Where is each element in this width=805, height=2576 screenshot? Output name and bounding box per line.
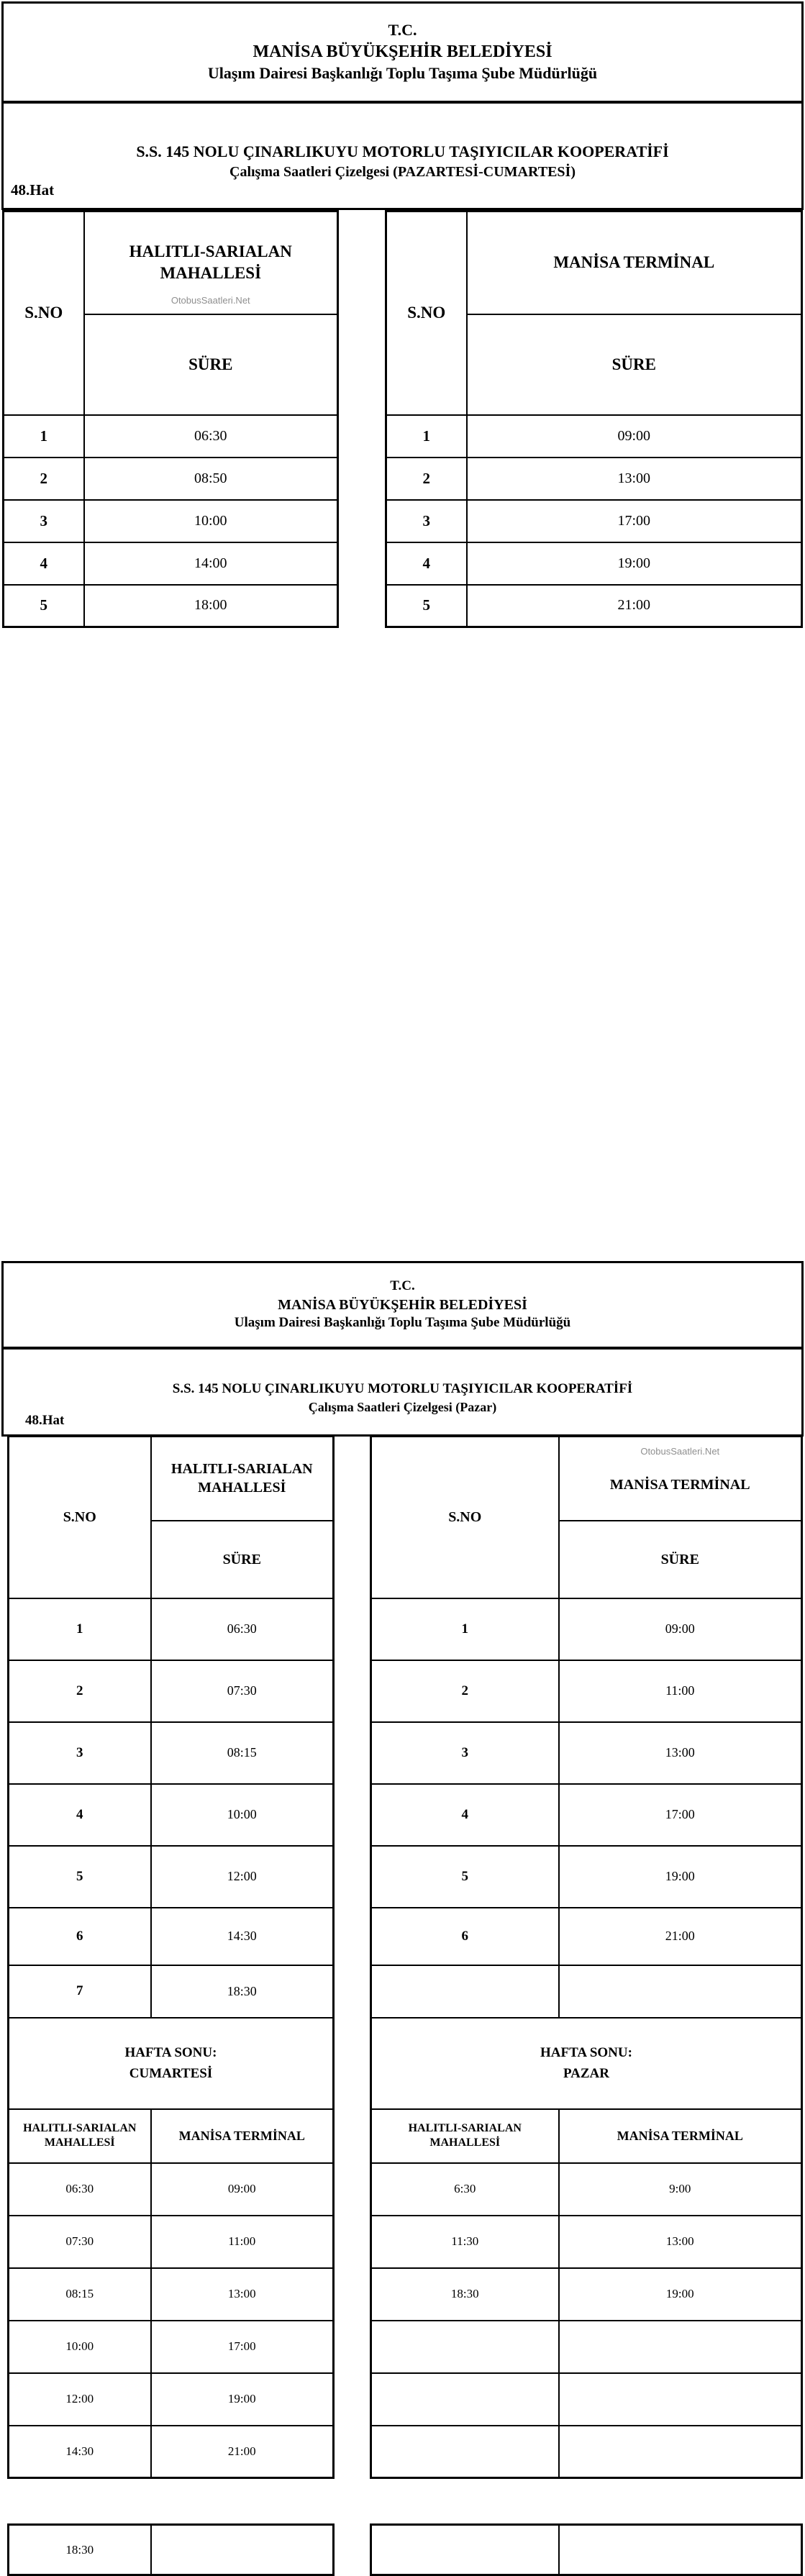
time-cell: 11:00 bbox=[151, 2216, 334, 2268]
doc2-schedule: Çalışma Saatleri Çizelgesi (Pazar) bbox=[308, 1399, 497, 1414]
time-cell: 13:00 bbox=[559, 1722, 802, 1784]
table-row bbox=[371, 1908, 802, 1965]
time-cell: 19:00 bbox=[151, 2373, 334, 2426]
time-cell: 11:00 bbox=[559, 1660, 802, 1722]
table-row bbox=[9, 1598, 334, 1660]
doc1-municipality: MANİSA BÜYÜKŞEHİR BELEDİYESİ bbox=[253, 42, 552, 61]
time-cell: 17:00 bbox=[559, 1784, 802, 1846]
time-cell: 21:00 bbox=[151, 2426, 334, 2478]
sure-header-cell: SÜRE bbox=[151, 1521, 334, 1598]
table-row bbox=[371, 1722, 802, 1784]
doc2-right-table bbox=[370, 1435, 803, 2479]
row-number-cell: 2 bbox=[386, 458, 467, 500]
watermark: OtobusSaatleri.Net bbox=[640, 1446, 720, 1457]
doc1-schedule: Çalışma Saatleri Çizelgesi (PAZARTESİ-CUMARTESİ) bbox=[229, 163, 576, 180]
table-row bbox=[371, 2321, 802, 2373]
table-row bbox=[9, 1965, 334, 2018]
table-row bbox=[9, 1660, 334, 1722]
stop-name-line1: HALITLI-SARIALAN bbox=[129, 242, 292, 261]
table-row bbox=[9, 1722, 334, 1784]
row-number-cell: 1 bbox=[386, 415, 467, 458]
time-cell: 10:00 bbox=[9, 2321, 151, 2373]
doc2-tc: T.C. bbox=[390, 1278, 415, 1294]
table-row bbox=[371, 2525, 802, 2575]
stop-name-line1: HALITLI-SARIALAN bbox=[170, 1461, 313, 1478]
time-cell: 12:00 bbox=[151, 1846, 334, 1908]
time-cell: 21:00 bbox=[467, 585, 802, 627]
table-row bbox=[9, 1846, 334, 1908]
time-cell: 08:15 bbox=[9, 2268, 151, 2321]
weekend-col-header-line2: MAHALLESİ bbox=[44, 2136, 115, 2149]
row-number-cell: 7 bbox=[9, 1965, 151, 2018]
doc2-subtitle-box bbox=[1, 1347, 804, 1437]
time-cell bbox=[371, 2321, 559, 2373]
table-row bbox=[371, 1965, 802, 2018]
row-number-cell: 5 bbox=[9, 1846, 151, 1908]
row-number-cell: 3 bbox=[386, 500, 467, 542]
time-cell: 17:00 bbox=[151, 2321, 334, 2373]
row-number-cell: 3 bbox=[371, 1722, 559, 1784]
weekend-col-header-line1: HALITLI-SARIALAN bbox=[408, 2122, 522, 2134]
time-cell: 9:00 bbox=[559, 2163, 802, 2216]
row-number-cell: 2 bbox=[4, 458, 84, 500]
row-number-cell: 5 bbox=[371, 1846, 559, 1908]
time-cell bbox=[559, 2321, 802, 2373]
time-cell: 21:00 bbox=[559, 1908, 802, 1965]
weekend-title-line2: PAZAR bbox=[563, 2066, 610, 2081]
sure-header-cell: SÜRE bbox=[467, 314, 802, 415]
time-cell: 14:30 bbox=[9, 2426, 151, 2478]
doc2-cooperative: S.S. 145 NOLU ÇINARLIKUYU MOTORLU TAŞIYICILAR KOOPERATİFİ bbox=[172, 1381, 633, 1396]
doc1-cooperative: S.S. 145 NOLU ÇINARLIKUYU MOTORLU TAŞIYICILAR KOOPERATİFİ bbox=[136, 142, 669, 160]
time-cell: 18:00 bbox=[84, 585, 338, 627]
table-row bbox=[4, 500, 338, 542]
time-cell: 06:30 bbox=[151, 1598, 334, 1660]
row-number-cell: 4 bbox=[386, 542, 467, 585]
table-row bbox=[386, 542, 802, 585]
table-row bbox=[371, 1598, 802, 1660]
time-cell: 12:00 bbox=[9, 2373, 151, 2426]
row-number-cell: 2 bbox=[9, 1660, 151, 1722]
sure-header-cell: SÜRE bbox=[84, 314, 338, 415]
doc1-right-table bbox=[385, 210, 803, 628]
doc1-route-number: 48.Hat bbox=[11, 181, 55, 199]
table-row bbox=[9, 1908, 334, 1965]
stop-name-cell bbox=[84, 211, 338, 314]
row-number-cell: 1 bbox=[371, 1598, 559, 1660]
stop-name-cell bbox=[151, 1437, 334, 1521]
time-cell: 06:30 bbox=[9, 2163, 151, 2216]
table-row bbox=[9, 2426, 334, 2478]
sno-header-cell: S.NO bbox=[386, 211, 467, 415]
table-row bbox=[386, 415, 802, 458]
stop-name-cell: MANİSA TERMİNAL bbox=[467, 211, 802, 314]
doc1-department: Ulaşım Dairesi Başkanlığı Toplu Taşıma Şube Müdürlüğü bbox=[207, 64, 598, 83]
sure-header-cell: SÜRE bbox=[559, 1521, 802, 1598]
time-cell: 18:30 bbox=[371, 2268, 559, 2321]
time-cell bbox=[371, 2426, 559, 2478]
table-row bbox=[371, 1660, 802, 1722]
time-cell bbox=[559, 1965, 802, 2018]
table-row bbox=[9, 2373, 334, 2426]
row-number-cell: 1 bbox=[9, 1598, 151, 1660]
table-row bbox=[371, 2163, 802, 2216]
time-cell: 6:30 bbox=[371, 2163, 559, 2216]
row-number-cell: 3 bbox=[4, 500, 84, 542]
row-number-cell: 4 bbox=[371, 1784, 559, 1846]
time-cell: 09:00 bbox=[559, 1598, 802, 1660]
table-row bbox=[9, 2163, 334, 2216]
row-number-cell: 5 bbox=[386, 585, 467, 627]
weekend-title-line1: HAFTA SONU: bbox=[124, 2044, 217, 2060]
time-cell: 08:50 bbox=[84, 458, 338, 500]
time-cell: 18:30 bbox=[9, 2525, 151, 2575]
time-cell: 09:00 bbox=[467, 415, 802, 458]
time-cell: 19:00 bbox=[559, 2268, 802, 2321]
doc1-left-table bbox=[2, 210, 339, 628]
doc1-header-box bbox=[1, 1, 804, 103]
time-cell: 09:00 bbox=[151, 2163, 334, 2216]
stop-name-line2: MAHALLESİ bbox=[160, 264, 262, 283]
time-cell: 08:15 bbox=[151, 1722, 334, 1784]
stop-name-cell bbox=[559, 1437, 802, 1521]
row-number-cell bbox=[371, 1965, 559, 2018]
time-cell: 13:00 bbox=[559, 2216, 802, 2268]
sno-header-cell: S.NO bbox=[4, 211, 84, 415]
time-cell: 18:30 bbox=[151, 1965, 334, 2018]
doc2-route-number: 48.Hat bbox=[25, 1413, 65, 1428]
table-row bbox=[9, 2216, 334, 2268]
table-row bbox=[4, 415, 338, 458]
weekend-title-line1: HAFTA SONU: bbox=[540, 2044, 632, 2060]
weekend-col-header-line1: HALITLI-SARIALAN bbox=[23, 2122, 137, 2134]
table-row bbox=[4, 542, 338, 585]
stop-name-text: MANİSA TERMİNAL bbox=[609, 1477, 750, 1493]
weekend-col-header-terminal: MANİSA TERMİNAL bbox=[151, 2109, 334, 2163]
row-number-cell: 6 bbox=[9, 1908, 151, 1965]
time-cell: 10:00 bbox=[84, 500, 338, 542]
time-cell: 14:30 bbox=[151, 1908, 334, 1965]
sno-header-cell: S.NO bbox=[9, 1437, 151, 1598]
time-cell: 11:30 bbox=[371, 2216, 559, 2268]
row-number-cell: 4 bbox=[9, 1784, 151, 1846]
time-cell bbox=[559, 2426, 802, 2478]
doc2-department: Ulaşım Dairesi Başkanlığı Toplu Taşıma Şube Müdürlüğü bbox=[234, 1315, 571, 1330]
row-number-cell: 1 bbox=[4, 415, 84, 458]
stop-name-line2: MAHALLESİ bbox=[198, 1480, 286, 1496]
overflow-left-table bbox=[7, 2523, 335, 2576]
row-number-cell: 6 bbox=[371, 1908, 559, 1965]
table-row bbox=[371, 1784, 802, 1846]
row-number-cell: 2 bbox=[371, 1660, 559, 1722]
time-cell bbox=[371, 2373, 559, 2426]
time-cell bbox=[151, 2525, 334, 2575]
table-row bbox=[386, 585, 802, 627]
time-cell bbox=[371, 2525, 559, 2575]
row-number-cell: 3 bbox=[9, 1722, 151, 1784]
table-row bbox=[9, 2321, 334, 2373]
weekend-title-cell bbox=[9, 2018, 334, 2109]
sno-header-cell: S.NO bbox=[371, 1437, 559, 1598]
time-cell: 13:00 bbox=[151, 2268, 334, 2321]
doc2-header-box bbox=[1, 1261, 804, 1349]
time-cell: 14:00 bbox=[84, 542, 338, 585]
doc1-subtitle-box bbox=[1, 101, 804, 210]
row-number-cell: 5 bbox=[4, 585, 84, 627]
watermark: OtobusSaatleri.Net bbox=[170, 294, 250, 306]
overflow-right-table bbox=[370, 2523, 803, 2576]
doc2-municipality: MANİSA BÜYÜKŞEHİR BELEDİYESİ bbox=[278, 1297, 527, 1313]
weekend-col-header-line2: MAHALLESİ bbox=[429, 2136, 501, 2149]
table-row bbox=[371, 1846, 802, 1908]
table-row bbox=[4, 585, 338, 627]
doc2-left-table bbox=[7, 1435, 335, 2479]
table-row bbox=[371, 2216, 802, 2268]
doc1-tc: T.C. bbox=[388, 21, 417, 40]
time-cell: 19:00 bbox=[559, 1846, 802, 1908]
table-row bbox=[371, 2268, 802, 2321]
time-cell: 19:00 bbox=[467, 542, 802, 585]
time-cell: 17:00 bbox=[467, 500, 802, 542]
table-row bbox=[4, 458, 338, 500]
row-number-cell: 4 bbox=[4, 542, 84, 585]
table-row bbox=[371, 2426, 802, 2478]
weekend-title-cell bbox=[371, 2018, 802, 2109]
weekend-col-header-terminal: MANİSA TERMİNAL bbox=[559, 2109, 802, 2163]
time-cell: 07:30 bbox=[151, 1660, 334, 1722]
table-row bbox=[9, 2268, 334, 2321]
weekend-title-line2: CUMARTESİ bbox=[129, 2066, 213, 2081]
time-cell bbox=[559, 2525, 802, 2575]
time-cell: 07:30 bbox=[9, 2216, 151, 2268]
table-row bbox=[9, 1784, 334, 1846]
table-row bbox=[386, 500, 802, 542]
table-row bbox=[9, 2525, 334, 2575]
table-row bbox=[386, 458, 802, 500]
weekend-col-header-stop bbox=[9, 2109, 151, 2163]
time-cell: 10:00 bbox=[151, 1784, 334, 1846]
weekend-col-header-stop bbox=[371, 2109, 559, 2163]
table-row bbox=[371, 2373, 802, 2426]
time-cell: 13:00 bbox=[467, 458, 802, 500]
time-cell bbox=[559, 2373, 802, 2426]
time-cell: 06:30 bbox=[84, 415, 338, 458]
